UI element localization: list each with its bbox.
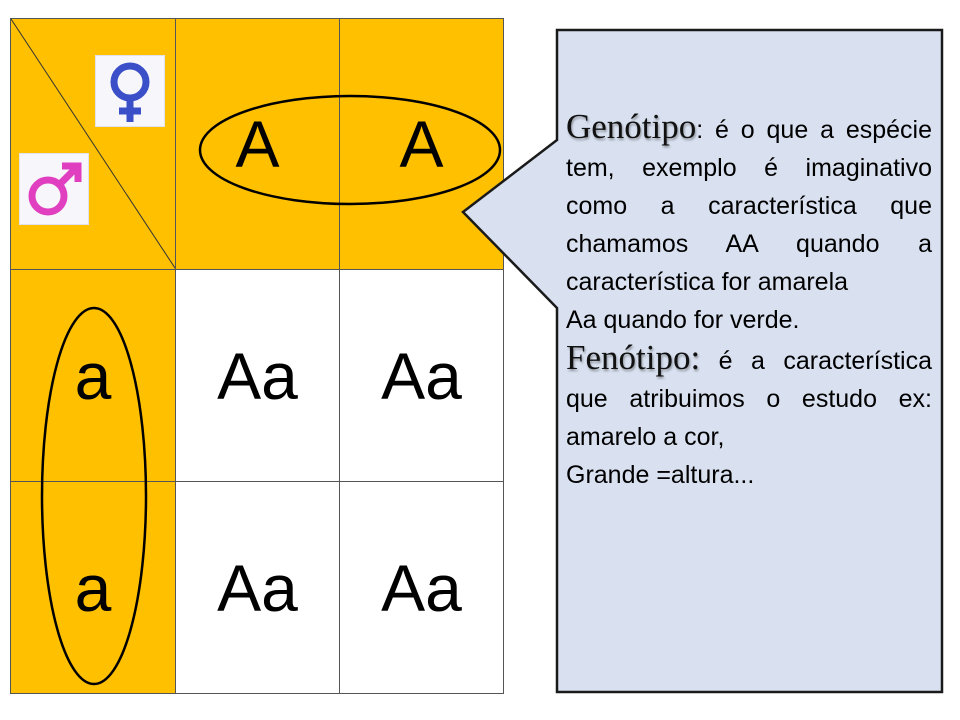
genotipo-definition — [566, 108, 932, 301]
genotipo-text-2: Aa quando for verde. — [566, 306, 800, 334]
header-allele-2: A — [339, 18, 504, 270]
fenotipo-text-2: Grande =altura... — [566, 461, 755, 489]
punnett-square — [10, 18, 504, 694]
female-venus-icon — [95, 55, 165, 127]
offspring-cell: Aa — [175, 481, 340, 694]
genotipo-text: : é o que a espécie tem, exemplo é imaginativo como a característica que chamamos AA quando a característica for amarela — [566, 116, 932, 296]
male-mars-icon — [19, 153, 89, 225]
fenotipo-definition — [566, 339, 932, 456]
offspring-cell: Aa — [339, 269, 504, 482]
fenotipo-term: Fenótipo: — [566, 338, 701, 377]
fenotipo-text: é a característica que atribuimos o estudo ex: amarelo a cor, — [566, 347, 932, 451]
offspring-cell: Aa — [339, 481, 504, 694]
row-allele-2: a — [10, 481, 176, 694]
callout-text — [566, 108, 932, 494]
offspring-cell: Aa — [175, 269, 340, 482]
header-allele-1: A — [175, 18, 340, 270]
genotipo-term: Genótipo — [566, 107, 697, 146]
corner-cell — [10, 18, 176, 270]
row-allele-1: a — [10, 269, 176, 482]
